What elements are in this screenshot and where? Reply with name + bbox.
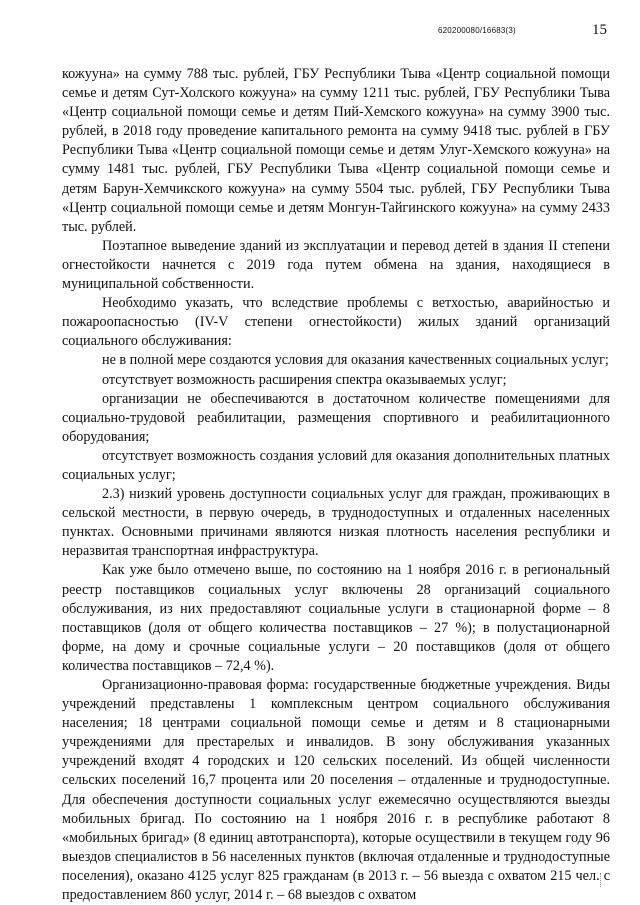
paragraph-rural-access: 2.3) низкий уровень доступности социальных услуг для граждан, проживающих в сельской местности, в первую очередь, в труднодоступных и отдаленных населенных пунктах. Основными причинами являются низкая плотность населения республики и неразвитая транспортная инфраструктура. <box>62 486 610 560</box>
paragraph-continuation: кожууна» на сумму 788 тыс. рублей, ГБУ Республики Тыва «Центр социальной помощи семье и детям Сут-Холского кожууна» на сумму 1211 тыс. рублей, ГБУ Республики Тыва «Центр социальной помощи семье и детям Пий-Хемского кожууна» на сумму 3900 тыс. рублей, в 2018 году проведение капитального ремонта на сумму 9418 тыс. рублей в ГБУ Республики Тыва «Центр социальной помощи семье и детям Улуг-Хемского кожууна» на сумму 1481 тыс. рублей, ГБУ Республики Тыва «Центр социальной помощи семье и детям Барун-Хемчикского кожууна» на сумму 5504 тыс. рублей, ГБУ Республики Тыва «Центр социальной помощи семье и детям Монгун-Тайгинского кожууна» на сумму 2433 тыс. рублей. <box>62 66 610 235</box>
list-item-service-range: отсутствует возможность расширения спектра оказываемых услуг; <box>102 371 507 388</box>
paragraph-necessity: Необходимо указать, что вследствие проблемы с ветхостью, аварийностью и пожароопасностью (IV-V степени огнестойкости) жилых зданий организаций социального обслуживания: <box>62 295 610 350</box>
document-id: 620200080/16683(3) <box>438 26 516 35</box>
scan-margin-mark <box>600 873 605 887</box>
paragraph-legal-form: Организационно-правовая форма: государственные бюджетные учреждения. Виды учреждений представлены 1 комплексным центром социального обслуживания населения; 18 центрами социальной помощи семье и детям и 8 стационарными учреждениями для престарелых и инвалидов. В зону обслуживания указанных учреждений входят 4 городских и 120 сельских поселений. Из общей численности сельских поселений 16,7 процента или 20 поселения – отдаленные и труднодоступные. Для обеспечения доступности социальных услуг ежемесячно осуществляются выезды мобильных бригад. По состоянию на 1 ноября 2016 г. в республике работают 8 «мобильных бригад» (8 единиц автотранспорта), которые осуществили в текущем году 96 выездов специалистов в 56 населенных пунктов (включая отдаленные и труднодоступные поселения), оказано 4125 услуг 825 гражданам (в 2013 г. – 56 выезда с охватом 215 чел. с предоставлением 860 услуг, 2014 г. – 68 выездов с охватом <box>62 677 610 904</box>
paragraph-phased-withdrawal: Поэтапное выведение зданий из эксплуатации и перевод детей в здания II степени огнестойкости начнется с 2019 года путем обмена на здания, находящиеся в муниципальной собственности. <box>62 237 610 293</box>
document-body <box>62 65 610 905</box>
list-item-quality-conditions: не в полной мере создаются условия для оказания качественных социальных услуг; <box>102 352 609 369</box>
page-number: 15 <box>592 22 607 38</box>
paragraph-provider-registry: Как уже было отмечено выше, по состоянию на 1 ноября 2016 г. в региональный реестр поставщиков социальных услуг включены 28 организаций социального обслуживания, из них предоставляют социальные услуги в стационарной форме – 8 поставщиков (доля от общего количества поставщиков – 27 %); в полустационарной форме, на дому и срочные социальные услуги – 20 поставщиков (доля от общего количества поставщиков – 72,4 %). <box>62 562 610 674</box>
list-item-premises: организации не обеспечиваются в достаточном количестве помещениями для социально-трудовой реабилитации, размещения спортивного и реабилитационного оборудования; <box>62 390 610 445</box>
list-item-paid-services: отсутствует возможность создания условий для оказания дополнительных платных социальных услуг; <box>62 447 610 483</box>
